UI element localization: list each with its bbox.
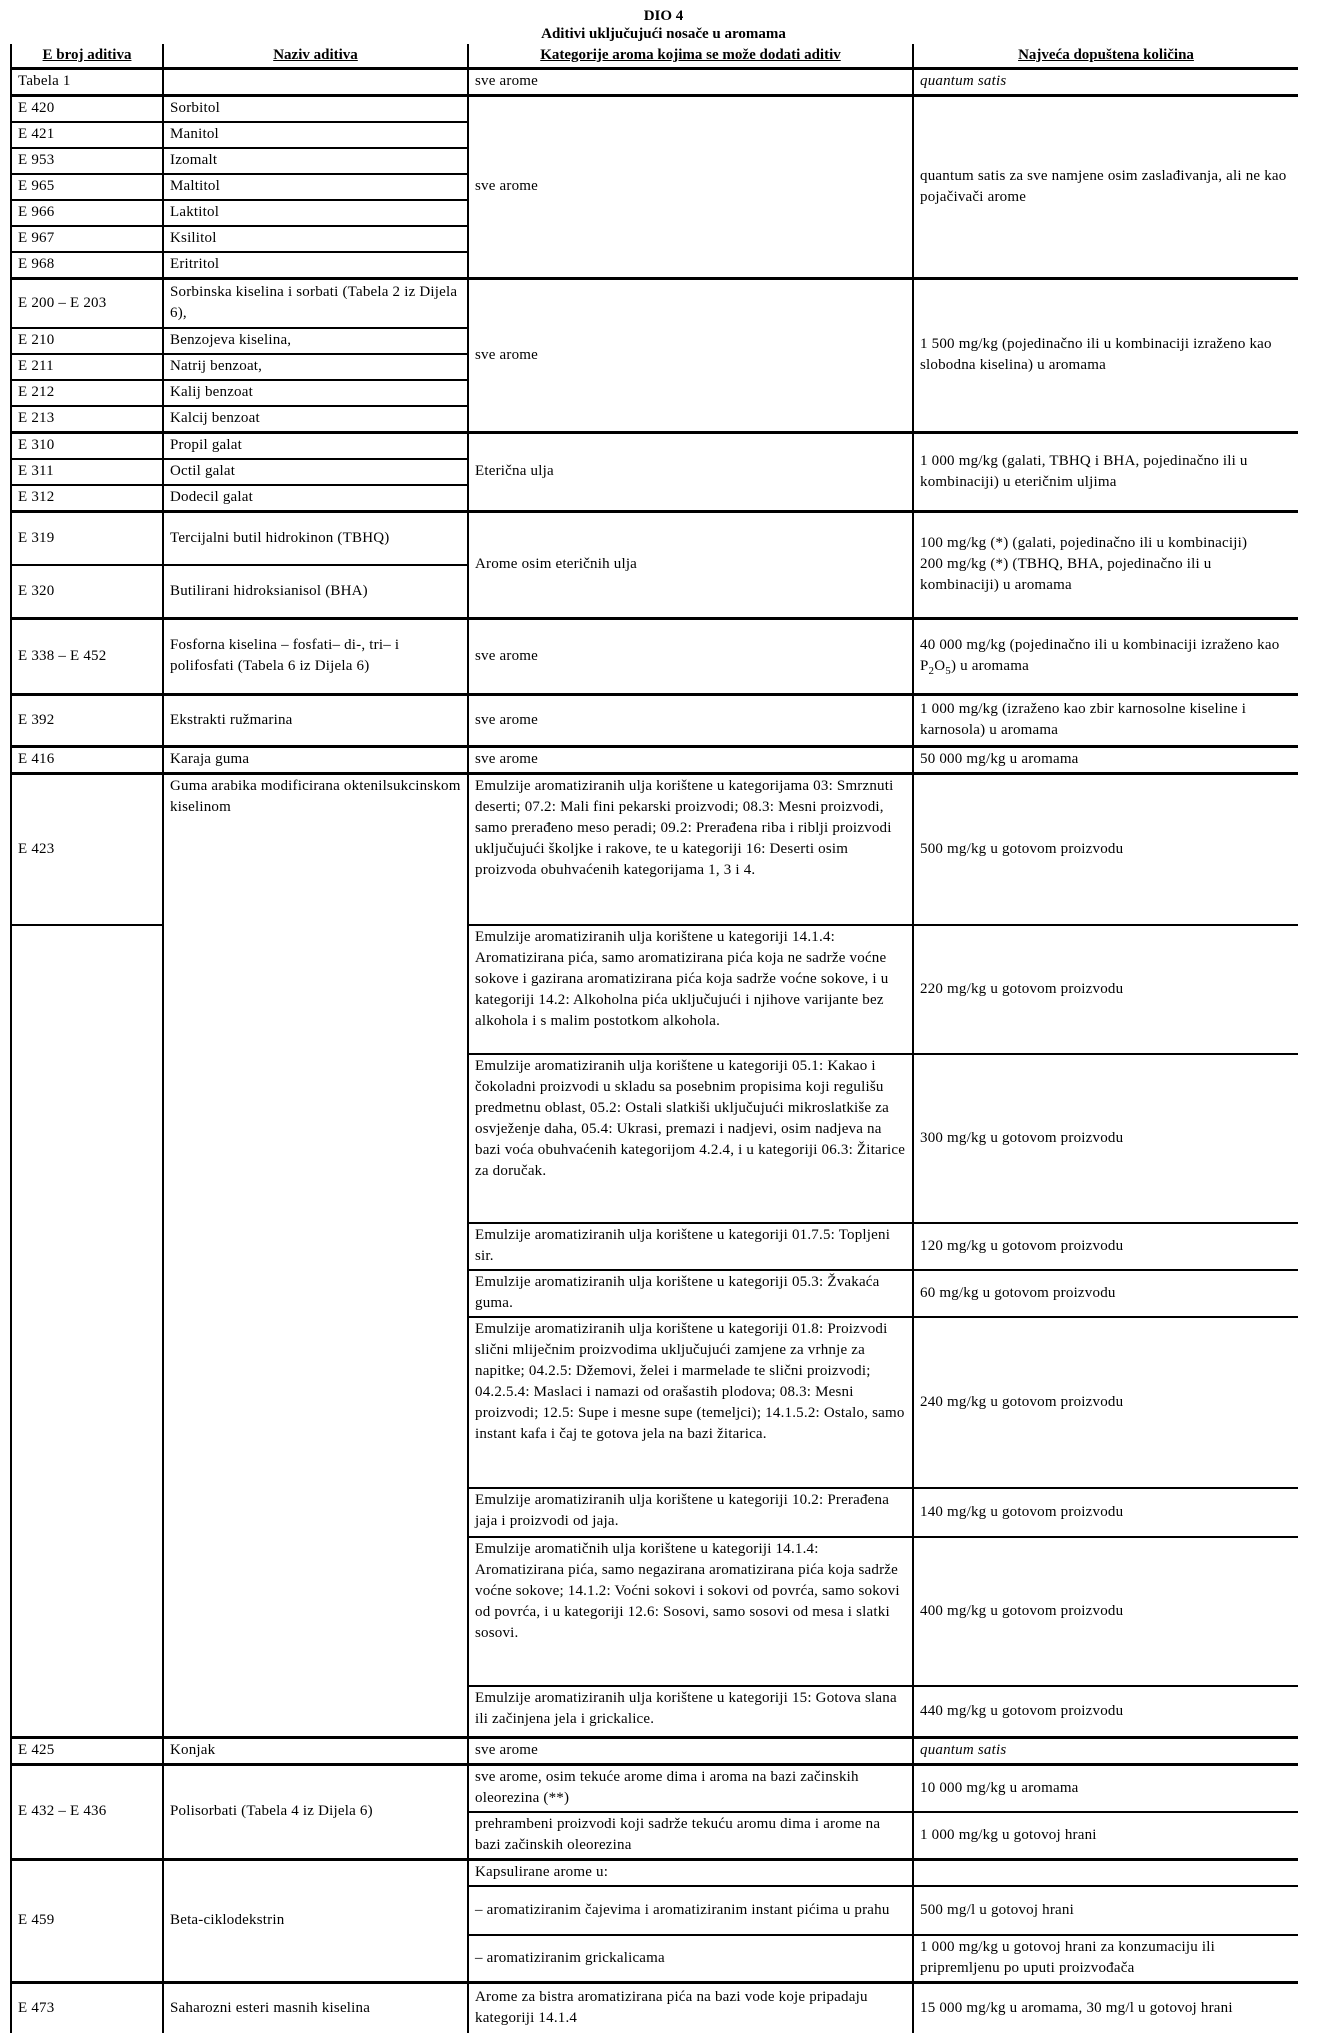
category-cell: – aromatiziranim grickalicama [468,1935,913,1983]
max-amount-cell: 220 mg/kg u gotovom proizvodu [913,925,1298,1054]
col-header-label: Naziv aditiva [273,47,358,63]
e-number-cell: E 953 [11,148,163,174]
table-row-e338-e452 [11,619,1298,695]
max-amount-cell: 500 mg/l u gotovoj hrani [913,1886,1298,1935]
additive-name-cell: Kalcij benzoat [163,406,468,433]
max-amount-cell: 10 000 mg/kg u aromama [913,1765,1298,1813]
max-amount-line: 100 mg/kg (*) (galati, pojedinačno ili u kombinaciji) [920,533,1292,554]
max-amount-cell: quantum satis za sve namjene osim zaslađivanja, ali ne kao pojačivači arome [913,96,1298,279]
additive-name-cell: Karaja guma [163,747,468,774]
category-cell: sve arome [468,279,913,433]
additive-name-cell: Ekstrakti ružmarina [163,695,468,747]
category-cell: sve arome [468,69,913,96]
max-amount-text: O [934,658,945,674]
table-row-e416 [11,747,1298,774]
category-cell: Emulzije aromatiziranih ulja korištene u kategoriji 01.7.5: Topljeni sir. [468,1223,913,1270]
category-cell: Emulzije aromatičnih ulja korištene u kategoriji 14.1.4: Aromatizirana pića, samo negazirana aromatizirana pića koja sadrže voćne sokove; 14.1.2: Voćni sokovi i sokovi od povrća, samo sokovi od povrća, i u kategoriji 12.6: Sosovi, samo sosovi od mesa i slatki sosovi. [468,1537,913,1686]
max-amount-text: 40 000 mg/kg (pojedinačno ili u kombinaciji izraženo kao P [920,637,1279,674]
category-cell: Arome osim eteričnih ulja [468,512,913,619]
col-header-label: E broj aditiva [43,47,132,63]
max-amount-cell: 15 000 mg/kg u aromama, 30 mg/l u gotovoj hrani [913,1983,1298,2033]
table-row-e319 [11,512,1298,566]
table-row-e473 [11,1983,1298,2033]
category-cell: Emulzije aromatiziranih ulja korištene u kategoriji 14.1.4: Aromatizirana pića, samo aromatizirana pića koja ne sadrže voćne sokove i gazirana aromatizirana pića koja sadrže voćne sokove, i u kategoriji 14.2: Alkoholna pića uključujući i njihove varijante bez alkohola i s malim postotkom alkohola. [468,925,913,1054]
e-number-cell: E 392 [11,695,163,747]
e-number-cell: E 416 [11,747,163,774]
max-amount-cell: 1 000 mg/kg u gotovoj hrani za konzumaciju ili pripremljenu po uputi proizvođača [913,1935,1298,1983]
e-number-cell: E 421 [11,122,163,148]
additive-name-cell: Izomalt [163,148,468,174]
e-number-cell: E 473 [11,1983,163,2033]
category-cell: prehrambeni proizvodi koji sadrže tekuću aromu dima i arome na bazi začinskih oleorezina [468,1812,913,1860]
additive-name-cell: Ksilitol [163,226,468,252]
additive-name-cell: Sorbinska kiselina i sorbati (Tabela 2 iz Dijela 6), [163,279,468,329]
table-row-e420 [11,96,1298,123]
max-amount-cell: 50 000 mg/kg u aromama [913,747,1298,774]
max-amount-cell: 60 mg/kg u gotovom proizvodu [913,1270,1298,1317]
col-header-e-number [11,44,163,69]
e-number-cell: E 965 [11,174,163,200]
e-number-cell: E 320 [11,565,163,619]
max-amount-line: 200 mg/kg (*) (TBHQ, BHA, pojedinačno ili u kombinaciji) u aromama [920,554,1292,596]
col-header-max-amount [913,44,1298,69]
additive-name-cell: Tercijalni butil hidrokinon (TBHQ) [163,512,468,566]
additive-name-cell: Kalij benzoat [163,380,468,406]
additive-name-cell: Laktitol [163,200,468,226]
category-cell: Arome za bistra aromatizirana pića na bazi vode koje pripadaju kategoriji 14.1.4 [468,1983,913,2033]
e-number-cell: E 425 [11,1738,163,1765]
table-row-e423-sub1 [11,774,1298,926]
category-cell: sve arome [468,96,913,279]
max-amount-cell: 500 mg/kg u gotovom proizvodu [913,774,1298,926]
category-cell: sve arome, osim tekuće arome dima i aroma na bazi začinskih oleorezina (**) [468,1765,913,1813]
max-amount-cell [913,512,1298,619]
e-number-cell: E 338 – E 452 [11,619,163,695]
max-amount-cell: 400 mg/kg u gotovom proizvodu [913,1537,1298,1686]
col-header-label: Najveća dopuštena količina [1018,47,1194,63]
table-row-e459-sub1 [11,1860,1298,1887]
max-amount-text: ) u aromama [951,658,1029,674]
max-amount-cell: 300 mg/kg u gotovom proizvodu [913,1054,1298,1223]
category-cell: Emulzije aromatiziranih ulja korištene u kategoriji 10.2: Prerađena jaja i proizvodi od jaja. [468,1488,913,1537]
additive-name-cell: Beta-ciklodekstrin [163,1860,468,1983]
max-amount-cell: 240 mg/kg u gotovom proizvodu [913,1317,1298,1488]
max-amount-cell: 440 mg/kg u gotovom proizvodu [913,1686,1298,1738]
e-number-cell: E 212 [11,380,163,406]
col-header-categories [468,44,913,69]
max-amount-cell: 1 000 mg/kg (galati, TBHQ i BHA, pojedinačno ili u kombinaciji) u eteričnim uljima [913,433,1298,512]
additive-name-cell: Manitol [163,122,468,148]
max-amount-cell: 120 mg/kg u gotovom proizvodu [913,1223,1298,1270]
table-row-e310 [11,433,1298,460]
e-number-cell: E 213 [11,406,163,433]
additive-name-cell: Konjak [163,1738,468,1765]
category-cell: Emulzije aromatiziranih ulja korištene u kategoriji 05.3: Žvakaća guma. [468,1270,913,1317]
category-cell: – aromatiziranim čajevima i aromatiziranim instant pićima u prahu [468,1886,913,1935]
category-cell: Kapsulirane arome u: [468,1860,913,1887]
additive-name-cell: Saharozni esteri masnih kiselina [163,1983,468,2033]
e-number-cell: E 432 – E 436 [11,1765,163,1860]
table-row-e200-e203 [11,279,1298,329]
e-number-cell: E 459 [11,1860,163,1983]
e-number-cell: E 420 [11,96,163,123]
subscript: 2 [929,665,935,677]
category-cell: sve arome [468,1738,913,1765]
category-cell: Emulzije aromatiziranih ulja korištene u kategoriji 05.1: Kakao i čokoladni proizvodi u skladu sa posebnim propisima koji regulišu predmetnu oblast, 05.2: Ostali slatkiši uključujući mikroslatkiše za osvježenje daha, 05.4: Ukrasi, premazi i nadjevi, osim nadjeva na bazi voća obuhvaćenih kategorijom 4.2.4, i u kategoriji 06.3: Žitarice za doručak. [468,1054,913,1223]
col-header-name [163,44,468,69]
category-cell: Emulzije aromatiziranih ulja korištene u kategoriji 01.8: Proizvodi slični mliječnim proizvodima uključujući zamjene za vrhnje za napitke; 04.2.5: Džemovi, želei i marmelade te slični proizvodi; 04.2.5.4: Maslaci i namazi od orašastih plodova; 08.3: Mesni proizvodi; 12.5: Supe i mesne supe (temeljci); 14.1.5.2: Ostalo, samo instant kafa i čaj te gotova jela na bazi žitarica. [468,1317,913,1488]
e-number-cell: E 423 [11,774,163,926]
e-number-cell: E 312 [11,485,163,512]
additive-name-cell: Dodecil galat [163,485,468,512]
e-number-cell: E 200 – E 203 [11,279,163,329]
e-number-cell: E 319 [11,512,163,566]
e-number-cell: E 966 [11,200,163,226]
category-cell: sve arome [468,695,913,747]
e-number-cell: Tabela 1 [11,69,163,96]
col-header-label: Kategorije aroma kojima se može dodati aditiv [540,47,841,63]
additive-name-cell: Eritritol [163,252,468,279]
additive-name-cell: Natrij benzoat, [163,354,468,380]
category-cell: Emulzije aromatiziranih ulja korištene u kategoriji 15: Gotova slana ili začinjena jela i grickalice. [468,1686,913,1738]
e-number-cell: E 211 [11,354,163,380]
max-amount-cell: 1 000 mg/kg u gotovoj hrani [913,1812,1298,1860]
additive-name-cell: Benzojeva kiselina, [163,328,468,354]
category-cell: Eterična ulja [468,433,913,512]
additive-name-cell: Fosforna kiselina – fosfati– di-, tri– i polifosfati (Tabela 6 iz Dijela 6) [163,619,468,695]
e-number-cell: E 311 [11,459,163,485]
category-cell: Emulzije aromatiziranih ulja korištene u kategorijama 03: Smrznuti deserti; 07.2: Mali fini pekarski proizvodi; 08.3: Mesni proizvodi, samo prerađeno meso peradi; 09.2: Prerađena riba i riblji proizvodi uključujući školjke i rakove, te u kategoriji 16: Deserti osim proizvoda obuhvaćenih kategorijama 1, 3 i 4. [468,774,913,926]
max-amount-cell: 1 000 mg/kg (izraženo kao zbir karnosolne kiseline i karnosola) u aromama [913,695,1298,747]
table-row-e392 [11,695,1298,747]
additive-name-cell: Guma arabika modificirana oktenilsukcinskom kiselinom [163,774,468,1738]
table-row-e425 [11,1738,1298,1765]
e-number-cell [11,925,163,1738]
additive-name-cell: Octil galat [163,459,468,485]
max-amount-cell: quantum satis [913,69,1298,96]
document-title: DIO 4 [0,7,1327,25]
max-amount-cell: quantum satis [913,1738,1298,1765]
document-header [0,0,1327,44]
e-number-cell: E 968 [11,252,163,279]
subscript: 5 [945,665,951,677]
additive-name-cell: Sorbitol [163,96,468,123]
e-number-cell: E 210 [11,328,163,354]
additive-name-cell: Maltitol [163,174,468,200]
header-row [11,44,1298,69]
category-cell: sve arome [468,619,913,695]
max-amount-cell [913,1860,1298,1887]
max-amount-cell: 140 mg/kg u gotovom proizvodu [913,1488,1298,1537]
document-subtitle: Aditivi uključujući nosače u aromama [0,25,1327,44]
table-row-e432-e436-sub1 [11,1765,1298,1813]
category-cell: sve arome [468,747,913,774]
additive-name-cell: Polisorbati (Tabela 4 iz Dijela 6) [163,1765,468,1860]
additive-name-cell: Propil galat [163,433,468,460]
additive-name-cell: Butilirani hidroksianisol (BHA) [163,565,468,619]
table-row-tabela1 [11,69,1298,96]
additives-table [10,44,1298,2033]
max-amount-cell: 1 500 mg/kg (pojedinačno ili u kombinaciji izraženo kao slobodna kiselina) u aromama [913,279,1298,433]
e-number-cell: E 310 [11,433,163,460]
max-amount-cell [913,619,1298,695]
e-number-cell: E 967 [11,226,163,252]
additive-name-cell [163,69,468,96]
